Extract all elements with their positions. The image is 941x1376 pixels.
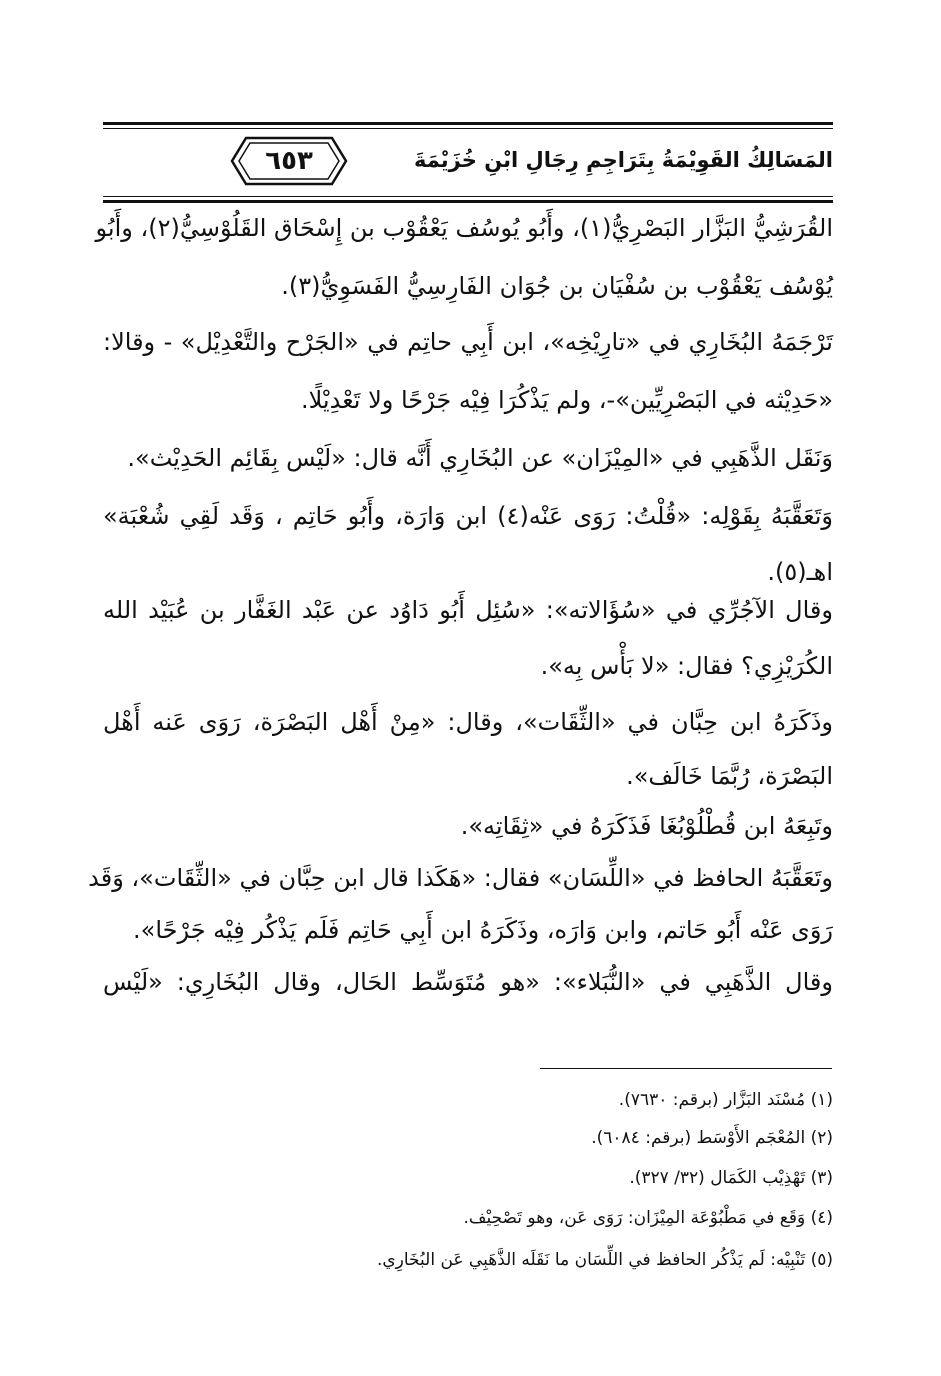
body-line: القُرَشِيُّ البَزَّار البَصْرِيُّ(١)، وأَبُو يُوسُف يَعْقُوْب بن إِسْحَاق القَلُوْسِيُّ(٢)، وأَبُو [95, 214, 833, 242]
body-line: وقال الذَّهَبِي في «النُّبَلاء»: «هو مُتَوَسِّط الحَال، وقال البُخَارِي: «لَيْس [103, 968, 833, 996]
body-line: اهـ(٥). [767, 558, 833, 586]
body-line: وَتَعَقَّبَهُ بِقَوْلِه: «قُلْتُ: رَوَى عَنْه(٤) ابن وَارَة، وأَبُو حَاتِم ، وَقَد لَقِي شُعْبَة» [103, 502, 833, 530]
header-rule-top-thick [103, 122, 833, 125]
body-line: رَوَى عَنْه أَبُو حَاتم، وابن وَارَه، وذَكَرَهُ ابن أَبِي حَاتِم فَلَم يَذْكُر فِيْه جَرْحًا». [133, 916, 833, 944]
body-line: تَرْجَمَهُ البُخَارِي في «تارِيْخِه»، ابن أَبِي حاتِم في «الجَرْح والتَّعْدِيْل» - وقالا: [103, 328, 833, 356]
footnote-5: (٥) تَنْبِيْه: لَم يَذْكُر الحافظ في اللِّسَان ما نَقَلَه الذَّهَبِي عَن البُخَارِي. [376, 1250, 833, 1270]
body-line: وتَعَقَّبَهُ الحافظ في «اللِّسَان» فقال: «هَكَذا قال ابن حِبَّان في «الثِّقَات»، وَقَد [88, 864, 833, 892]
body-line: البَصْرَة، رُبَّمَا خَالَف». [626, 762, 833, 790]
page-number: ٦٥٣ [265, 146, 313, 176]
body-line: وَنَقَل الذَّهَبِي في «المِيْزَان» عن البُخَارِي أَنَّه قال: «لَيْس بِقَائِم الحَدِيْث». [127, 444, 833, 472]
body-line: الكُرَيْزِي؟ فقال: «لا بَأْس بِه». [540, 652, 833, 680]
header-rule-bottom-thick [103, 200, 833, 203]
page-number-badge [228, 132, 350, 190]
header-rule-bottom-thin [103, 196, 833, 197]
header-rule-top-thin [103, 128, 833, 129]
footnote-separator [540, 1068, 832, 1069]
body-line: وذَكَرَهُ ابن حِبَّان في «الثِّقَات»، وقال: «مِنْ أَهْل البَصْرَة، رَوَى عَنه أَهْل [103, 708, 833, 736]
footnote-4: (٤) وَقَع في مَطْبُوْعَة المِيْزَان: رَوَى عَن، وهو تَصْحِيْف. [463, 1208, 833, 1228]
body-line: يُوْسُف يَعْقُوْب بن سُفْيَان بن جُوَان الفَارِسِيُّ الفَسَوِيُّ(٣). [281, 272, 833, 300]
body-line: «حَدِيْثه في البَصْرِيِّين»-، ولم يَذْكُرَا فِيْه جَرْحًا ولا تَعْدِيْلًا. [300, 386, 833, 414]
footnote-1: (١) مُسْنَد البَزَّار (برقم: ٧٦٣٠). [618, 1090, 833, 1110]
footnote-2: (٢) المُعْجَم الأَوْسَط (برقم: ٦٠٨٤). [591, 1128, 833, 1148]
footnote-3: (٣) تَهْذِيْب الكَمَال (٣٢/ ٣٢٧). [629, 1168, 833, 1188]
running-title: المَسَالِكُ القَوِيْمَةُ بِتَرَاجِمِ رِجَالِ ابْنِ خُزَيْمَةَ [413, 148, 833, 172]
body-line: وقال الآجُرِّي في «سُؤَالاته»: «سُئِل أَبُو دَاوُد عن عَبْد الغَفَّار بن عُبَيْد الله [103, 596, 833, 624]
body-line: وتَبِعَهُ ابن قُطْلُوْبُغَا فَذَكَرَهُ في «ثِقَاتِه». [460, 812, 833, 840]
